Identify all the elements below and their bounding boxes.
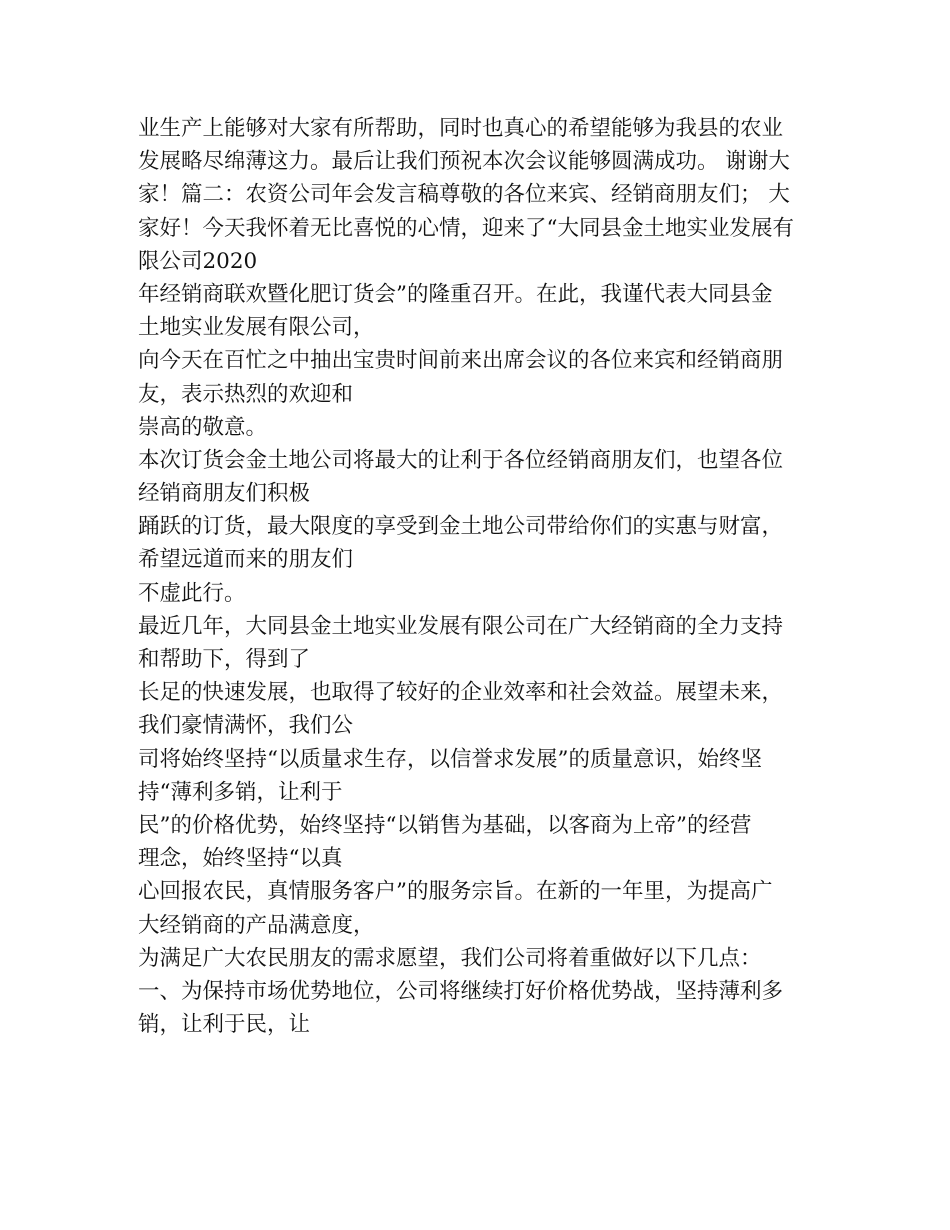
text-line: 民”的价格优势，始终坚持“以销售为基础，以客商为上帝”的经营 (138, 812, 752, 838)
text-line: 司将始终坚持“以质量求生存，以信誉求发展”的质量意识，始终坚 (138, 746, 762, 772)
text-line: 年经销商联欢暨化肥订货会”的隆重召开。在此，我谨代表大同县金 (138, 281, 773, 307)
text-line: 持“薄利多销，让利于 (138, 779, 343, 805)
text-line: 限公司2020 (138, 248, 258, 274)
text-line: 家！篇二：农资公司年会发言稿尊敬的各位来宾、经销商朋友们； 大 (138, 182, 790, 208)
text-line: 向今天在百忙之中抽出宝贵时间前来出席会议的各位来宾和经销商朋 (138, 348, 784, 374)
text-line: 最近几年，大同县金土地实业发展有限公司在广大经销商的全力支持 (138, 613, 784, 639)
text-line: 理念，始终坚持“以真 (138, 846, 343, 872)
text-line: 心回报农民，真情服务客户”的服务宗旨。在新的一年里，为提高广 (138, 879, 773, 905)
text-line: 我们豪情满怀，我们公 (138, 713, 354, 739)
body-text (138, 112, 818, 1041)
text-line: 和帮助下，得到了 (138, 647, 311, 672)
text-line: 销，让利于民，让 (138, 1012, 311, 1038)
text-line: 家好！今天我怀着无比喜悦的心情，迎来了“大同县金土地实业发展有 (138, 215, 794, 241)
text-line: 土地实业发展有限公司， (138, 315, 375, 341)
text-line: 不虚此行。 (138, 580, 246, 606)
text-line: 发展略尽绵薄这力。最后让我们预祝本次会议能够圆满成功。 谢谢大 (138, 149, 790, 175)
text-line: 友，表示热烈的欢迎和 (138, 381, 354, 407)
text-line: 为满足广大农民朋友的需求愿望，我们公司将着重做好以下几点： (138, 945, 762, 971)
text-line: 长足的快速发展，也取得了较好的企业效率和社会效益。展望未来， (138, 680, 784, 706)
text-line: 一、为保持市场优势地位，公司将继续打好价格优势战，坚持薄利多 (138, 978, 784, 1004)
text-line: 希望远道而来的朋友们 (138, 547, 354, 573)
text-line: 经销商朋友们积极 (138, 481, 311, 507)
text-line: 大经销商的产品满意度， (138, 912, 375, 938)
text-line: 踊跃的订货，最大限度的享受到金土地公司带给你们的实惠与财富， (138, 514, 784, 540)
text-line: 本次订货会金土地公司将最大的让利于各位经销商朋友们，也望各位 (138, 447, 784, 473)
text-line: 业生产上能够对大家有所帮助，同时也真心的希望能够为我县的农业 (138, 116, 784, 141)
text-line: 崇高的敬意。 (138, 414, 268, 440)
